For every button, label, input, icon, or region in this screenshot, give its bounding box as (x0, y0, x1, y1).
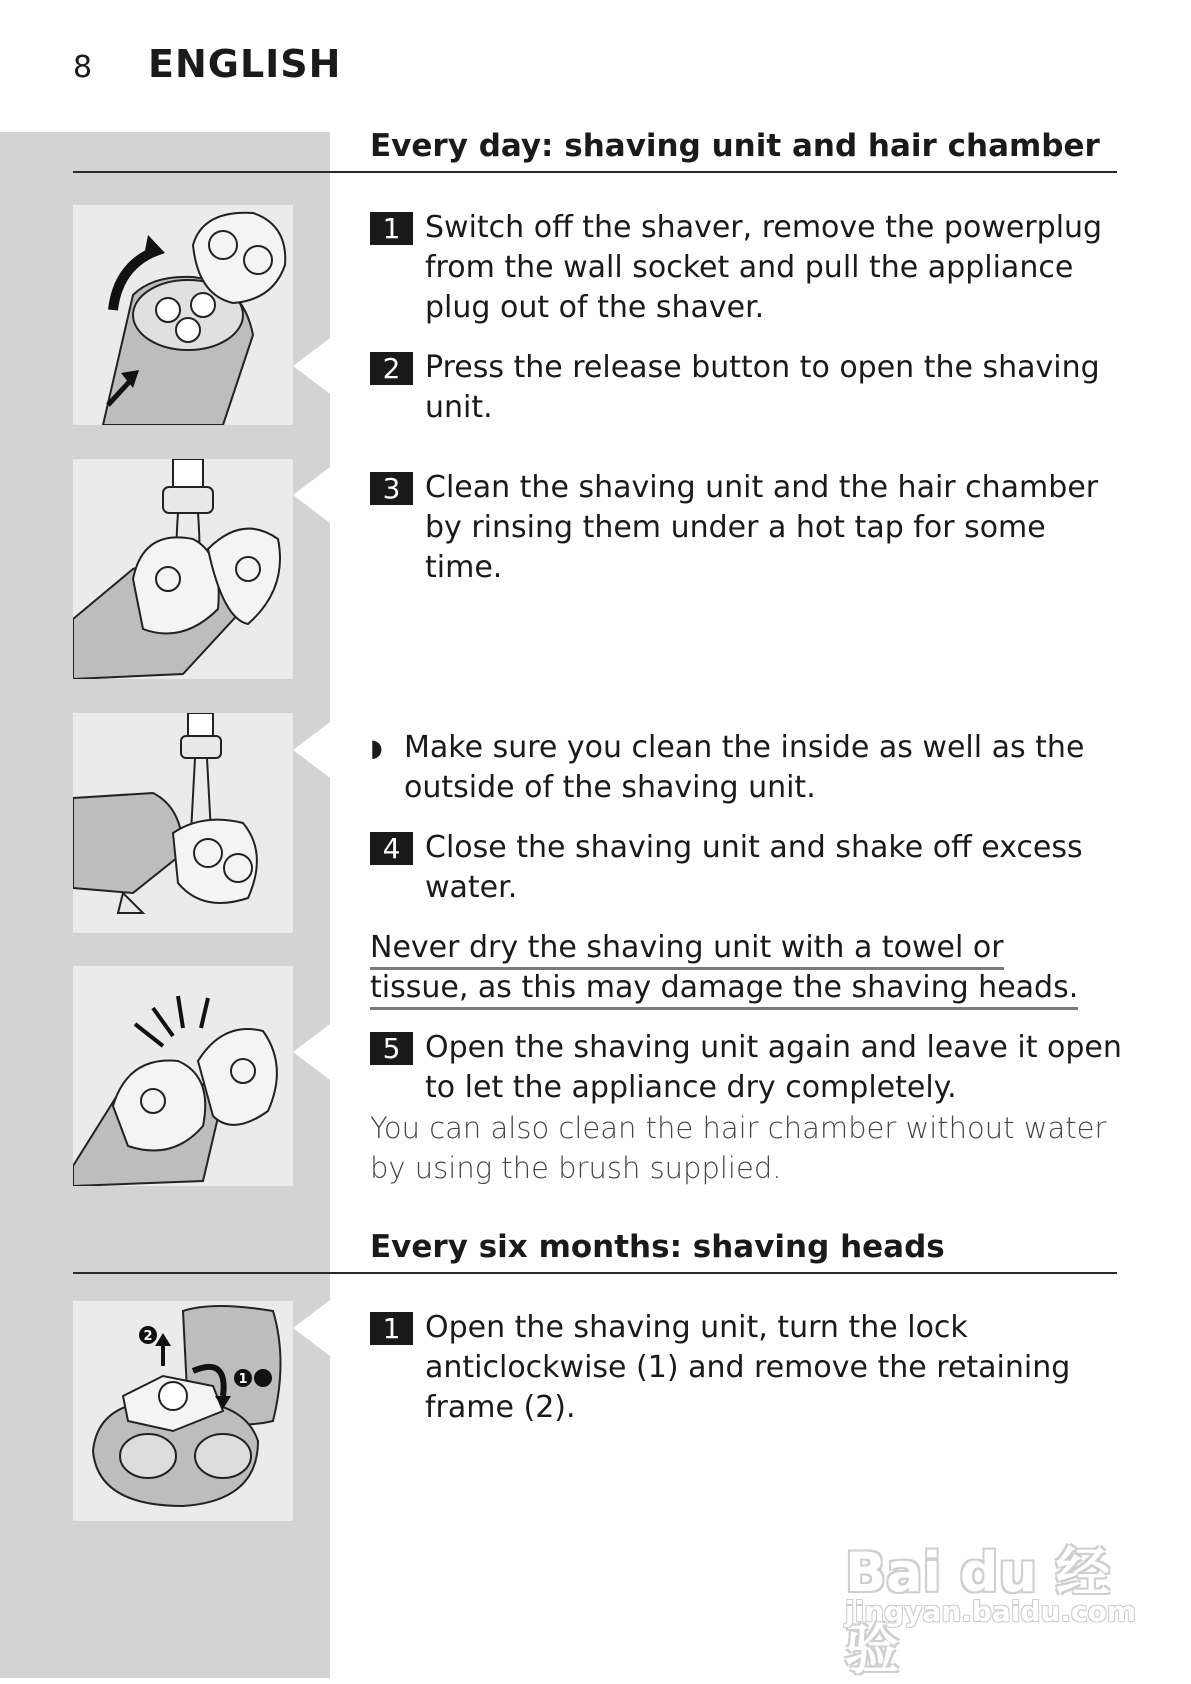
note-text: You can also clean the hair chamber without water by using the brush supplied. (370, 1111, 1107, 1185)
page-language: ENGLISH (148, 42, 342, 86)
shaver-shake-water-icon (73, 966, 293, 1186)
section-rule (73, 1272, 1117, 1274)
step-text: Open the shaving unit again and leave it open to let the appliance dry completely. (425, 1030, 1122, 1105)
warning-underlined-text: Never dry the shaving unit with a towel or tissue, as this may damage the shaving heads. (370, 930, 1078, 1010)
illustration-shaving-head-lock (73, 1301, 293, 1521)
step-number: 1 (370, 1312, 413, 1345)
marker-2: 2 (143, 1329, 153, 1344)
section-title-every-six-months: Every six months: shaving heads (370, 1229, 945, 1265)
illustration-open-shaver (73, 205, 293, 425)
watermark-url: jingyan.baidu.com (845, 1595, 1137, 1628)
step-number: 2 (370, 352, 413, 385)
section-rule (73, 171, 1117, 173)
warning-text (370, 928, 1110, 1008)
illustration-pointer (293, 338, 330, 394)
shaver-open-release-button-icon (73, 205, 293, 425)
step-text: Press the release button to open the shaving unit. (425, 350, 1100, 425)
step-text: Switch off the shaver, remove the powerplug from the wall socket and pull the appliance plug out of the shaver. (425, 210, 1103, 325)
step-number: 3 (370, 472, 413, 505)
illustration-rinse-tap (73, 459, 293, 679)
section-title-every-day: Every day: shaving unit and hair chamber (370, 128, 1100, 164)
illustration-shake-water (73, 966, 293, 1186)
bullet-icon: ◗ (370, 734, 383, 762)
illustration-pointer (293, 1300, 330, 1356)
illustration-pointer (293, 467, 330, 523)
step-number: 4 (370, 832, 413, 865)
illustration-pointer (293, 1024, 330, 1080)
shaving-head-lock-frame-icon (73, 1301, 293, 1521)
step-text: Open the shaving unit, turn the lock anticlockwise (1) and remove the retaining frame (2). (425, 1310, 1071, 1425)
page-number: 8 (73, 50, 93, 85)
shaver-rinse-inside-icon (73, 713, 293, 933)
step-number: 1 (370, 212, 413, 245)
step-text: Clean the shaving unit and the hair chamber by rinsing them under a hot tap for some time. (425, 470, 1099, 585)
watermark-brand: Bai du 经验 (845, 1541, 1110, 1681)
illustration-rinse-inside (73, 713, 293, 933)
bullet-text: Make sure you clean the inside as well as the outside of the shaving unit. (404, 730, 1085, 805)
marker-1: 1 (238, 1372, 248, 1387)
step-number: 5 (370, 1032, 413, 1065)
step-text: Close the shaving unit and shake off excess water. (425, 830, 1083, 905)
shaver-rinse-tap-icon (73, 459, 293, 679)
illustration-pointer (293, 722, 330, 778)
baidu-watermark (840, 1495, 1137, 1681)
